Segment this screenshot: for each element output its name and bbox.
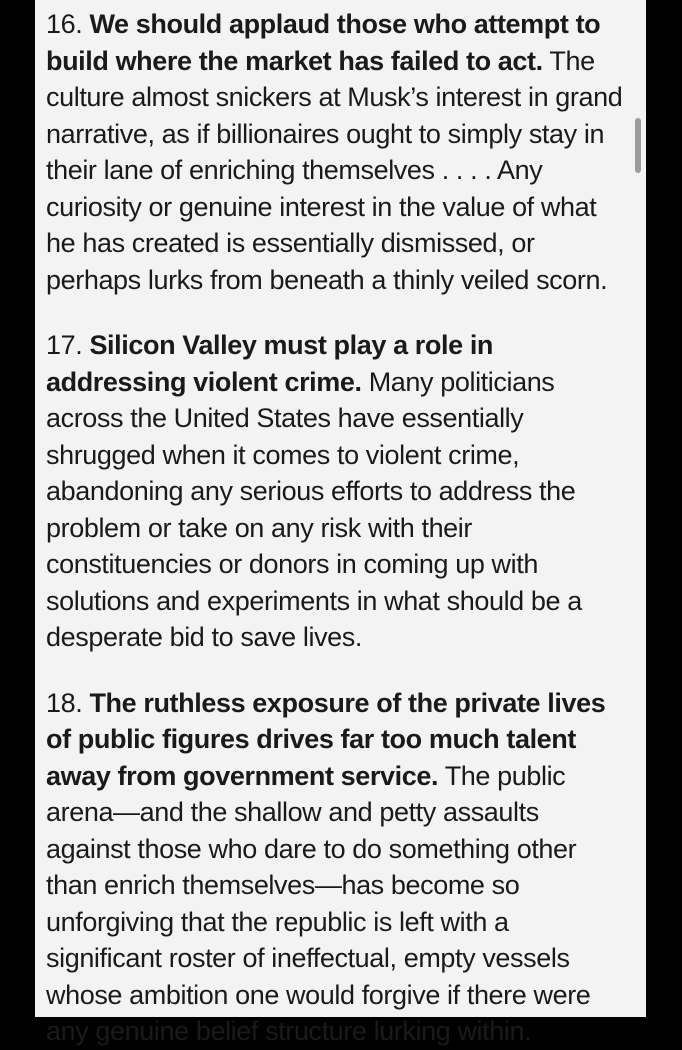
- paragraph-number: 17.: [46, 330, 83, 360]
- paragraph-number: 16.: [46, 9, 83, 39]
- paragraph-number: 18.: [46, 687, 83, 718]
- paragraph-lead-bold: The ruthless exposure of the private lives of public figures drives far too much talent away from government service.: [46, 687, 606, 791]
- text-page: [35, 0, 646, 1046]
- book-excerpt: [35, 0, 646, 1050]
- paragraph: [46, 6, 628, 298]
- paragraph-body: Many politicians across the United States have essentially shrugged when it comes to violent crime, abandoning any serious efforts to address the problem or take on any risk with their constituencies or donors in coming up with solutions and experiments in what should be a desperate bid to save lives.: [46, 366, 582, 652]
- paragraph-lead-bold: Silicon Valley must play a role in addressing violent crime.: [46, 330, 494, 397]
- paragraph-body: The culture almost snickers at Musk’s interest in grand narrative, as if billionaires ought to simply stay in their lane of enriching themselves . . . . Any curiosity or genuine interest in the value of what he has created is essentially dismissed, or perhaps lurks from beneath a thinly veiled scorn.: [46, 45, 623, 295]
- scrollbar-thumb[interactable]: [635, 118, 641, 173]
- paragraph-lead-bold: We should applaud those who attempt to build where the market has failed to act.: [46, 9, 601, 76]
- paragraph: [46, 327, 628, 656]
- paragraph-body: The public arena—and the shallow and petty assaults against those who dare to do something other than enrich themselves—has become so unforgiving that the republic is left with a significant roster of ineffectual, empty vessels whose ambition one would forgive if there were any genuine belief structure lurking within.: [46, 760, 591, 1046]
- paragraph: [46, 685, 628, 1050]
